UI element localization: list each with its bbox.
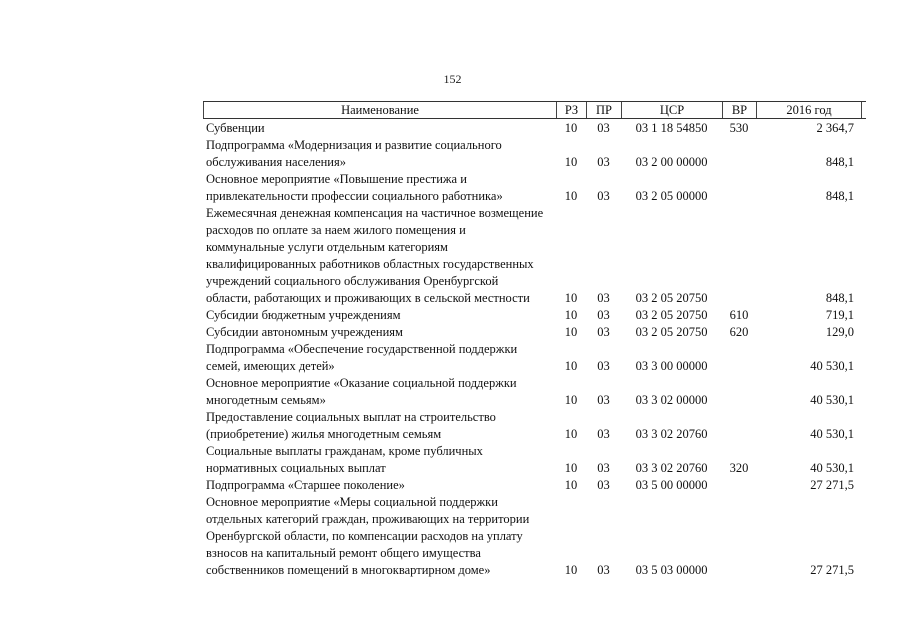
row-pr: 03 — [597, 427, 610, 441]
row-name: Ежемесячная денежная компенсация на частичное возмещение расходов по оплате за наем жилого помещения и коммунальные услуги отдельным категориям квалифицированных работников областных государственных учреждений социального обслуживания Оренбургской области, работающих и проживающих в сельской местности — [206, 206, 544, 305]
row-csr: 03 2 00 00000 — [635, 155, 708, 169]
row-name: Подпрограмма «Модернизация и развитие социального обслуживания населения» — [206, 138, 502, 169]
row-csr: 03 3 02 20760 — [635, 427, 708, 441]
row-pr: 03 — [597, 359, 610, 373]
header-csr: ЦСР — [621, 102, 722, 118]
row-name: Подпрограмма «Старшее поколение» — [206, 478, 405, 492]
row-rz: 10 — [564, 155, 578, 169]
table-header — [203, 101, 866, 119]
row-name: Субвенции — [206, 121, 265, 135]
row-rz: 10 — [564, 478, 578, 492]
row-rz: 10 — [564, 359, 578, 373]
row-csr: 03 1 18 54850 — [635, 121, 708, 135]
budget-table — [203, 101, 866, 579]
row-name: Подпрограмма «Обеспечение государственной поддержки семей, имеющих детей» — [206, 342, 518, 373]
table-row — [203, 205, 866, 307]
row-csr: 03 2 05 20750 — [635, 308, 708, 322]
row-sum: 719,1 — [825, 308, 854, 322]
row-pr: 03 — [597, 393, 610, 407]
row-csr: 03 2 05 00000 — [635, 189, 708, 203]
row-csr: 03 5 00 00000 — [635, 478, 708, 492]
row-rz: 10 — [564, 308, 578, 322]
row-rz: 10 — [564, 563, 578, 577]
row-pr: 03 — [597, 189, 610, 203]
row-rz: 10 — [564, 461, 578, 475]
header-rz: РЗ — [556, 102, 586, 118]
row-pr: 03 — [597, 121, 610, 135]
row-sum: 40 530,1 — [810, 461, 854, 475]
table-row — [203, 137, 866, 171]
row-rz: 10 — [564, 393, 578, 407]
table-row — [203, 477, 866, 494]
header-vr: ВР — [722, 102, 756, 118]
row-rz: 10 — [564, 325, 578, 339]
row-sum: 27 271,5 — [810, 478, 854, 492]
row-rz: 10 — [564, 427, 578, 441]
table-row — [203, 341, 866, 375]
row-name: Субсидии бюджетным учреждениям — [206, 308, 401, 322]
row-sum: 40 530,1 — [810, 427, 854, 441]
table-row — [203, 171, 866, 205]
table-row — [203, 307, 866, 324]
row-csr: 03 3 02 20760 — [635, 461, 708, 475]
row-name: Основное мероприятие «Оказание социальной поддержки многодетным семьям» — [206, 376, 517, 407]
row-pr: 03 — [597, 461, 610, 475]
row-csr: 03 3 00 00000 — [635, 359, 708, 373]
row-name: Основное мероприятие «Повышение престижа и привлекательности профессии социального работника» — [206, 172, 503, 203]
row-rz: 10 — [564, 189, 578, 203]
row-rz: 10 — [564, 121, 578, 135]
row-sum: 129,0 — [825, 325, 854, 339]
table-body — [203, 120, 866, 579]
row-name: Субсидии автономным учреждениям — [206, 325, 403, 339]
row-pr: 03 — [597, 308, 610, 322]
row-vr: 530 — [729, 121, 749, 135]
row-csr: 03 3 02 00000 — [635, 393, 708, 407]
row-csr: 03 2 05 20750 — [635, 291, 708, 305]
table-row — [203, 120, 866, 137]
row-sum: 27 271,5 — [810, 563, 854, 577]
row-sum: 848,1 — [825, 291, 854, 305]
row-name: Предоставление социальных выплат на строительство (приобретение) жилья многодетным семьям — [206, 410, 496, 441]
row-name: Основное мероприятие «Меры социальной поддержки отдельных категорий граждан, проживающих на территории Оренбургской области, по компенсации расходов на уплату взносов на капитальный ремонт общего имущества собственников помещений в многоквартирном доме» — [206, 495, 530, 577]
row-name: Социальные выплаты гражданам, кроме публичных нормативных социальных выплат — [206, 444, 483, 475]
row-vr: 610 — [729, 308, 749, 322]
header-year: 2016 год — [756, 102, 862, 118]
row-sum: 2 364,7 — [816, 121, 854, 135]
row-sum: 848,1 — [825, 189, 854, 203]
table-row — [203, 375, 866, 409]
row-vr: 320 — [729, 461, 749, 475]
row-pr: 03 — [597, 325, 610, 339]
row-csr: 03 2 05 20750 — [635, 325, 708, 339]
table-row — [203, 324, 866, 341]
row-sum: 848,1 — [825, 155, 854, 169]
table-row — [203, 443, 866, 477]
row-pr: 03 — [597, 563, 610, 577]
row-pr: 03 — [597, 478, 610, 492]
row-sum: 40 530,1 — [810, 359, 854, 373]
row-csr: 03 5 03 00000 — [635, 563, 708, 577]
row-rz: 10 — [564, 291, 578, 305]
row-sum: 40 530,1 — [810, 393, 854, 407]
table-row — [203, 409, 866, 443]
table-row — [203, 494, 866, 579]
header-pr: ПР — [586, 102, 621, 118]
header-name: Наименование — [203, 102, 556, 118]
row-pr: 03 — [597, 155, 610, 169]
page-number: 152 — [443, 72, 462, 86]
row-pr: 03 — [597, 291, 610, 305]
row-vr: 620 — [729, 325, 749, 339]
